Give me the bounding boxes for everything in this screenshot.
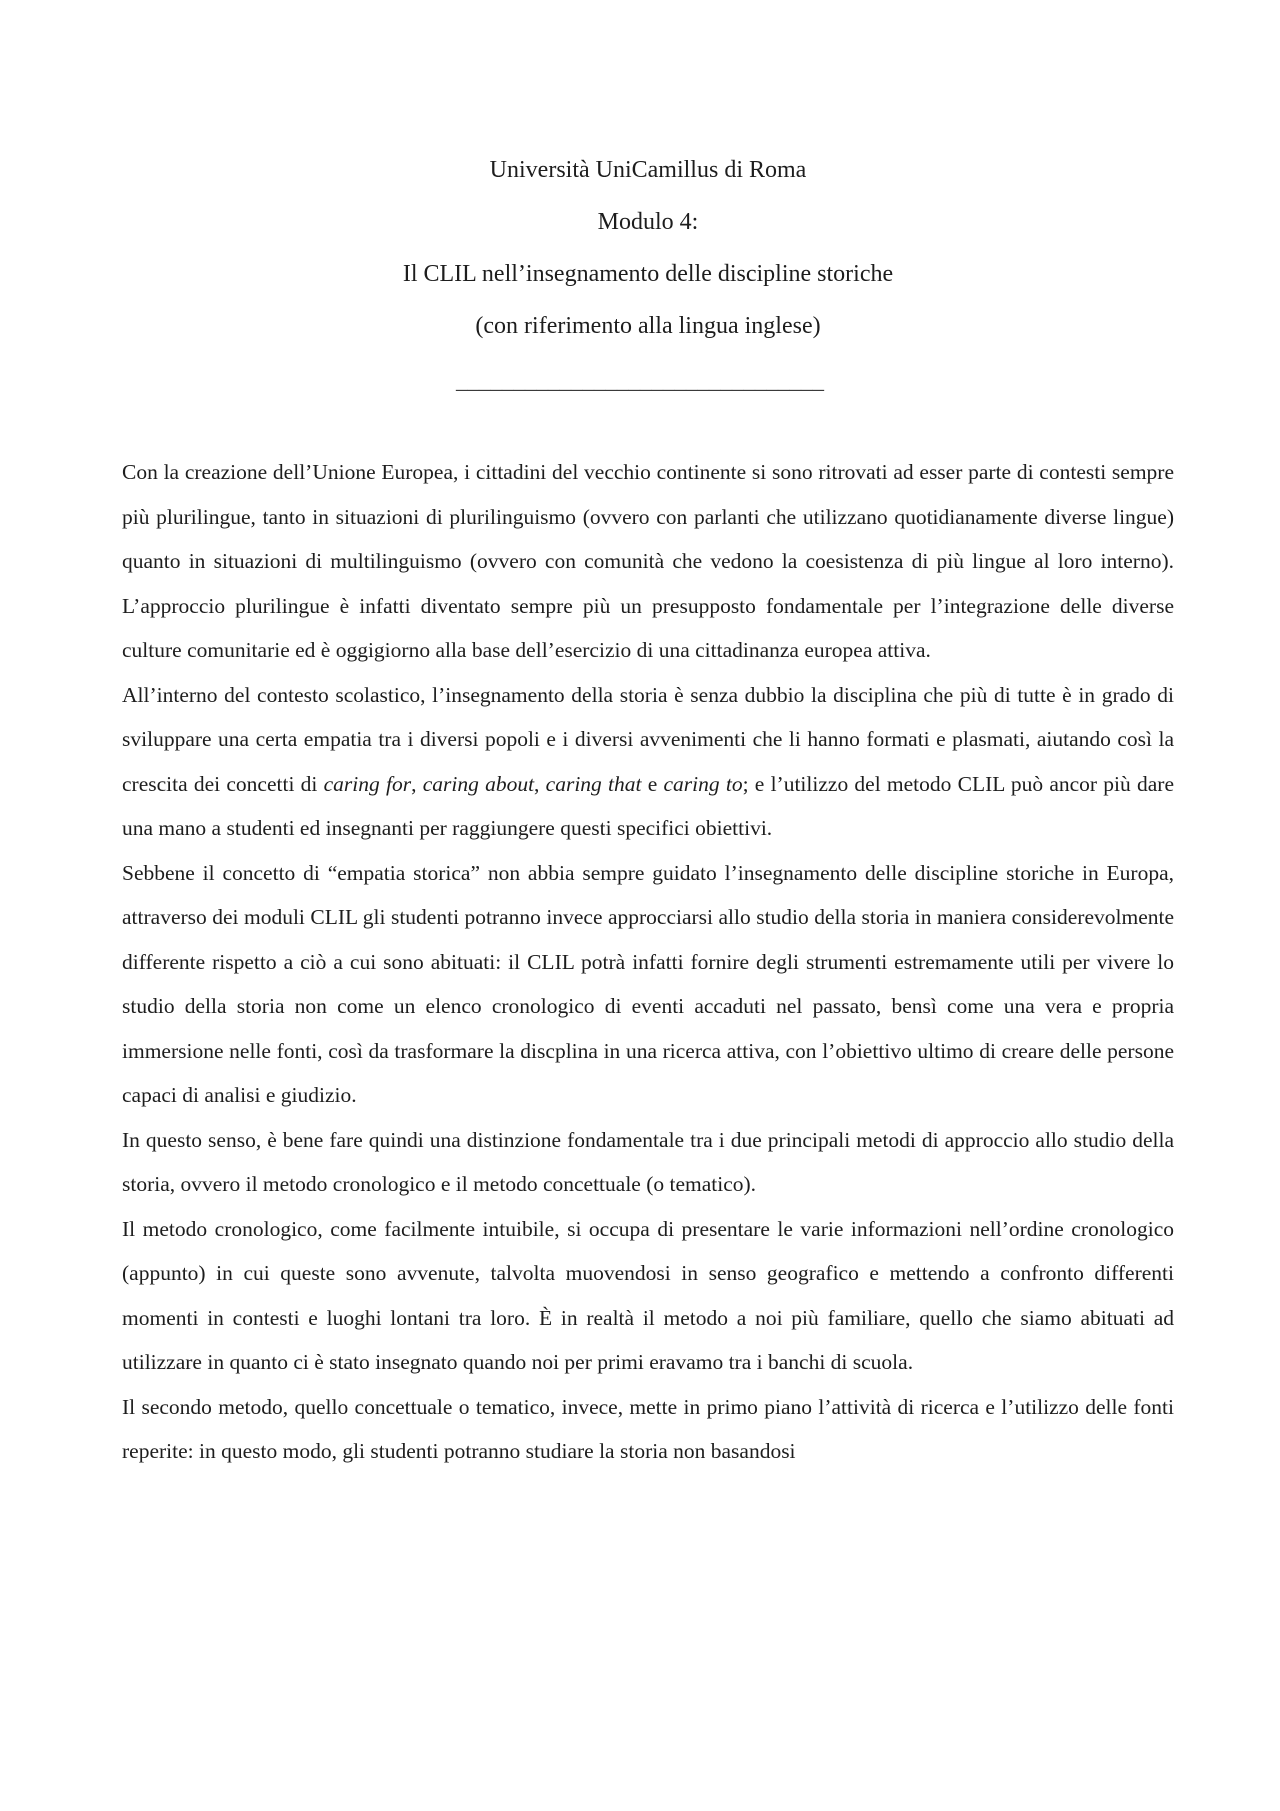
paragraph (122, 673, 1174, 851)
paragraph (122, 1207, 1174, 1385)
doc-title-line-subject: Il CLIL nell’insegnamento delle discipline storiche (402, 261, 894, 287)
paragraph-text: Sebbene il concetto di “empatia storica” non abbia sempre guidato l’insegnamento delle discipline storiche in Europa, attraverso dei moduli CLIL gli studenti potranno invece approcciarsi allo studio della storia in maniera considerevolmente differente rispetto a ciò a cui sono abituati: il CLIL potrà infatti fornire degli strumenti estremamente utili per vivere lo studio della storia non come un elenco cronologico di eventi accaduti nel passato, bensì come una vera e propria immersione nelle fonti, così da trasformare la discplina in una ricerca attiva, con l’obiettivo ultimo di creare delle persone capaci di analisi e giudizio. (122, 860, 1174, 1107)
doc-title-line-module: Modulo 4: (597, 209, 699, 235)
document-body (0, 450, 1280, 1474)
paragraph (122, 851, 1174, 1118)
paragraph-text: , (534, 771, 546, 796)
paragraph (122, 1118, 1174, 1207)
paragraph-text-italic: caring about (422, 771, 535, 796)
paragraph (122, 450, 1174, 673)
separator-line: ________________________________ (456, 368, 824, 393)
paragraph (122, 1385, 1174, 1474)
paragraph-text: In questo senso, è bene fare quindi una distinzione fondamentale tra i due principali metodi di approccio allo studio della storia, ovvero il metodo cronologico e il metodo concettuale (o tematico). (122, 1127, 1174, 1196)
paragraph-text: All’interno del contesto scolastico, l’insegnamento della storia è senza dubbio la disciplina che più di tutte è in grado di sviluppare una certa empatia tra i diversi popoli e i diversi avvenimenti che li hanno formati e plasmati, aiutando così la crescita dei concetti di (122, 682, 1174, 796)
paragraph-text-italic: caring for (323, 771, 412, 796)
paragraph-text: Il metodo cronologico, come facilmente intuibile, si occupa di presentare le varie informazioni nell’ordine cronologico (appunto) in cui queste sono avvenute, talvolta muovendosi in senso geografico e mettendo a confronto differenti momenti in contesti e luoghi lontani tra loro. È in realtà il metodo a noi più familiare, quello che siamo abituati ad utilizzare in quanto ci è stato insegnato quando noi per primi eravamo tra i banchi di scuola. (122, 1216, 1174, 1374)
paragraph-text: , (411, 771, 423, 796)
paragraph-text: ; e l’utilizzo del metodo CLIL può ancor più dare una mano a studenti ed insegnanti per raggiungere questi specifici obiettivi. (122, 771, 1175, 840)
paragraph-text-italic: caring to (663, 771, 743, 796)
document-title-block (0, 0, 1280, 352)
paragraph-text-italic: caring that (545, 771, 642, 796)
doc-title-line-language-note: (con riferimento alla lingua inglese) (475, 313, 821, 339)
doc-title-line-university: Università UniCamillus di Roma (489, 157, 807, 183)
paragraph-text: Il secondo metodo, quello concettuale o tematico, invece, mette in primo piano l’attività di ricerca e l’utilizzo delle fonti reperite: in questo modo, gli studenti potranno studiare la storia non basandosi (122, 1394, 1174, 1463)
paragraph-text: Con la creazione dell’Unione Europea, i cittadini del vecchio continente si sono ritrovati ad esser parte di contesti sempre più plurilingue, tanto in situazioni di plurilinguismo (ovvero con parlanti che utilizzano quotidianamente diverse lingue) quanto in situazioni di multilinguismo (ovvero con comunità che vedono la coesistenza di più lingue al loro interno). L’approccio plurilingue è infatti diventato sempre più un presupposto fondamentale per l’integrazione delle diverse culture comunitarie ed è oggigiorno alla base dell’esercizio di una cittadinanza europea attiva. (122, 460, 1174, 662)
paragraph-text: e (641, 771, 664, 796)
